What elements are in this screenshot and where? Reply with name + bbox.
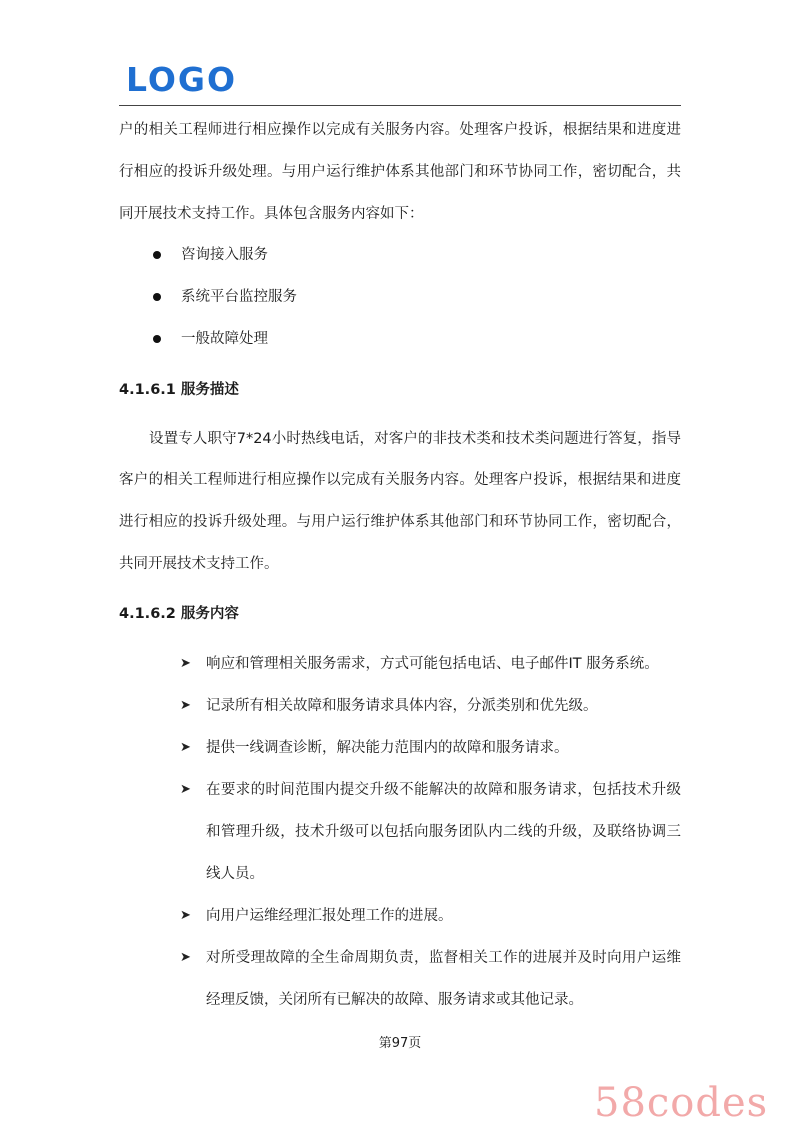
arrow-bullet-icon: ➤ — [180, 908, 191, 923]
paragraph-line: 客户的相关工程师进行相应操作以完成有关服务内容。处理客户投诉，根据结果和进度 — [119, 472, 681, 488]
paragraph-line: 进行相应的投诉升级处理。与用户运行维护体系其他部门和环节协同工作，密切配合， — [119, 514, 681, 530]
list-item: 在要求的时间范围内提交升级不能解决的故障和服务请求，包括技术升级 — [206, 782, 681, 798]
arrow-bullet-icon: ➤ — [180, 950, 191, 965]
bullet-item: 系统平台监控服务 — [181, 289, 297, 305]
arrow-bullet-icon: ➤ — [180, 656, 191, 671]
arrow-bullet-icon: ➤ — [180, 740, 191, 755]
list-item: 对所受理故障的全生命周期负责，监督相关工作的进展并及时向用户运维 — [206, 950, 681, 966]
intro-line: 行相应的投诉升级处理。与用户运行维护体系其他部门和环节协同工作，密切配合，共 — [119, 164, 681, 180]
bullet-dot — [153, 335, 161, 343]
paragraph-line: 设置专人职守7*24小时热线电话，对客户的非技术类和技术类问题进行答复，指导 — [149, 431, 681, 447]
watermark: 58codes — [594, 1080, 769, 1126]
list-item: 响应和管理相关服务需求，方式可能包括电话、电子邮件IT 服务系统。 — [206, 656, 659, 672]
logo: LOGO — [126, 60, 238, 99]
page-number: 第97页 — [378, 1036, 422, 1051]
bullet-item: 咨询接入服务 — [181, 247, 268, 263]
section-heading: 4.1.6.1 服务描述 — [119, 382, 239, 398]
list-item: 记录所有相关故障和服务请求具体内容，分派类别和优先级。 — [206, 698, 598, 714]
list-item-continued: 经理反馈，关闭所有已解决的故障、服务请求或其他记录。 — [206, 992, 583, 1008]
arrow-bullet-icon: ➤ — [180, 782, 191, 797]
header-rule — [119, 105, 681, 106]
list-item: 向用户运维经理汇报处理工作的进展。 — [206, 908, 453, 924]
arrow-bullet-icon: ➤ — [180, 698, 191, 713]
intro-line: 户的相关工程师进行相应操作以完成有关服务内容。处理客户投诉，根据结果和进度进 — [119, 122, 681, 138]
list-item: 提供一线调查诊断，解决能力范围内的故障和服务请求。 — [206, 740, 569, 756]
list-item-continued: 和管理升级，技术升级可以包括向服务团队内二线的升级，及联络协调三 — [206, 824, 681, 840]
paragraph-line: 共同开展技术支持工作。 — [119, 556, 279, 572]
list-item-continued: 线人员。 — [206, 866, 264, 882]
bullet-dot — [153, 251, 161, 259]
bullet-dot — [153, 293, 161, 301]
bullet-item: 一般故障处理 — [181, 331, 268, 347]
intro-line: 同开展技术支持工作。具体包含服务内容如下： — [119, 206, 424, 222]
section-heading: 4.1.6.2 服务内容 — [119, 606, 239, 622]
